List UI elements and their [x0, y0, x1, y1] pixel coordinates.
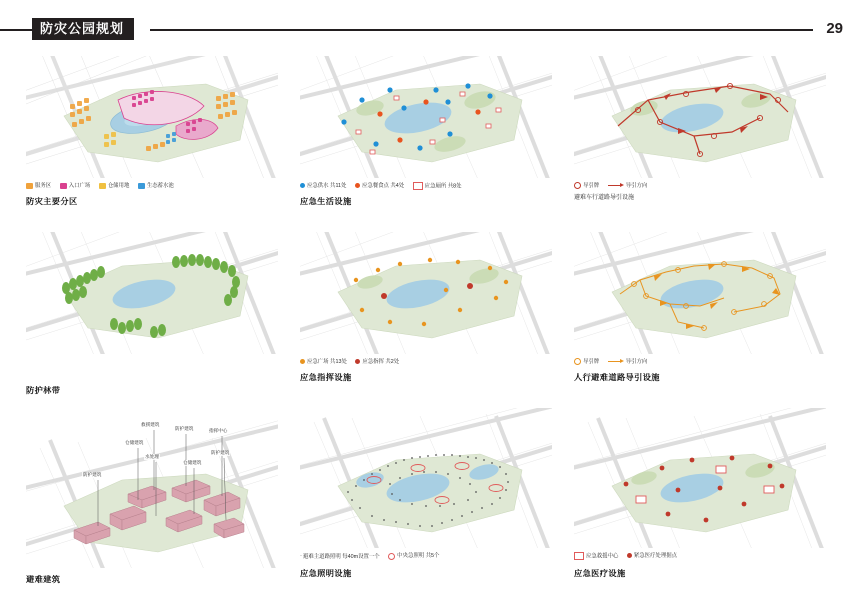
panel-vehicle-guidance [574, 56, 826, 218]
panel-grid [26, 56, 826, 584]
legend-item [574, 182, 599, 191]
ring-icon [574, 358, 581, 365]
panel-pedestrian-guidance [574, 232, 826, 383]
arrow-icon [608, 359, 624, 364]
map-vehicle-guidance [574, 56, 826, 178]
callout-label: 防护建筑 [175, 426, 194, 431]
legend-item [300, 182, 346, 191]
map-medical-facilities [574, 408, 826, 548]
medical-facilities-map-graphic [574, 408, 826, 548]
page-title: 防灾公园规划 [32, 18, 134, 40]
map-shelter-forest [26, 232, 278, 354]
panel-caption: 应急生活设施 [300, 197, 352, 207]
header-rule-right [150, 29, 813, 31]
legend-label: 导引方向 [625, 359, 648, 365]
callout-label: 仓储建筑 [125, 440, 144, 445]
life-facilities-map-graphic [300, 56, 552, 178]
legend-item [300, 552, 380, 562]
legend-item [413, 182, 462, 191]
ring-icon [388, 553, 395, 560]
legend-label: 避难主道路照明 每40m设置一个 [303, 553, 380, 560]
panel-medical-facilities [574, 408, 826, 579]
dot-icon [627, 553, 632, 558]
panel-shelter-buildings [26, 408, 278, 585]
legend-item [608, 358, 648, 367]
plus-icon: · [300, 553, 302, 559]
panel-caption: 应急医疗设施 [574, 569, 626, 579]
rect-icon [413, 182, 423, 190]
ring-icon [574, 182, 581, 189]
swatch-icon [60, 183, 67, 189]
dot-icon [300, 183, 305, 188]
zoning-map-graphic [26, 56, 278, 178]
legend-zoning [26, 182, 278, 192]
legend-medical-facilities [574, 552, 826, 562]
callout-label: 救援建筑 [141, 422, 160, 427]
panel-caption: 防护林带 [26, 386, 61, 395]
legend-item [138, 182, 174, 191]
legend-command-facilities [300, 358, 552, 368]
page-header [0, 18, 849, 40]
legend-life-facilities [300, 182, 552, 192]
map-zoning [26, 56, 278, 178]
legend-pedestrian-guidance [574, 358, 826, 368]
legend-vehicle-guidance [574, 182, 826, 192]
shelter-forest-map-graphic [26, 232, 278, 354]
legend-item [574, 552, 618, 561]
legend-label: 导引方向 [625, 183, 648, 189]
legend-label: 服务区 [35, 183, 52, 189]
dot-icon [355, 183, 360, 188]
command-facilities-map-graphic [300, 232, 552, 354]
legend-label: 紧急医疗处理据点 [633, 553, 677, 560]
legend-shelter-forest [26, 358, 278, 367]
dot-icon [300, 359, 305, 364]
swatch-icon [26, 183, 33, 189]
panel-caption: 应急照明设施 [300, 569, 352, 579]
map-shelter-buildings [26, 408, 278, 568]
panel-zoning [26, 56, 278, 207]
swatch-icon [99, 183, 106, 189]
legend-item [388, 552, 439, 561]
legend-item [355, 182, 404, 191]
panel-life-facilities [300, 56, 552, 207]
lighting-facilities-map-graphic [300, 408, 552, 548]
legend-label: 仓储用地 [107, 183, 130, 189]
legend-label: 中央急照明 共5个 [397, 553, 440, 560]
panel-caption: 防灾主要分区 [26, 196, 78, 206]
panel-sublabel: 避难车行道路导引设施 [574, 194, 635, 201]
legend-label: 应急供水 共11处 [307, 183, 347, 190]
shelter-buildings-map-graphic [26, 408, 278, 568]
legend-label: 应急广场 共13处 [307, 359, 347, 365]
pedestrian-guidance-map-graphic [574, 232, 826, 354]
panel-shelter-forest [26, 232, 278, 396]
panel-caption: 避难建筑 [26, 575, 61, 584]
panel-caption: 应急指挥设施 [300, 372, 352, 382]
legend-label: 应急餐食点 共4处 [361, 183, 405, 190]
legend-item [608, 182, 648, 191]
legend-item [300, 358, 347, 367]
callout-label: 水处理 [145, 454, 159, 459]
legend-label: 应急救援中心 [586, 553, 619, 560]
arrow-icon [608, 183, 624, 188]
map-pedestrian-guidance [574, 232, 826, 354]
legend-item [574, 358, 599, 367]
legend-item [355, 358, 399, 367]
panel-lighting-facilities [300, 408, 552, 579]
legend-item [99, 182, 130, 191]
vehicle-guidance-map-graphic [574, 56, 826, 178]
legend-label: 应急指挥 共2处 [362, 359, 400, 365]
map-lighting-facilities [300, 408, 552, 548]
swatch-icon [138, 183, 145, 189]
callout-label: 防护建筑 [83, 472, 102, 477]
legend-item [26, 182, 51, 191]
legend-item [627, 552, 677, 561]
header-rule-left [0, 29, 32, 31]
panel-caption: 人行避难道路导引设施 [574, 372, 660, 382]
callout-label: 防护建筑 [211, 450, 230, 455]
panel-command-facilities [300, 232, 552, 383]
legend-label: 入口广场 [68, 183, 91, 189]
legend-label: 导引牌 [583, 183, 600, 189]
dot-icon [355, 359, 360, 364]
page-number: 29 [826, 20, 843, 37]
rect-icon [574, 552, 584, 560]
map-life-facilities [300, 56, 552, 178]
map-command-facilities [300, 232, 552, 354]
callout-label: 仓储建筑 [183, 460, 202, 465]
legend-label: 应急厕所 共8处 [424, 183, 462, 190]
callout-label: 指挥中心 [209, 428, 228, 433]
legend-item [60, 182, 91, 191]
legend-label: 导引牌 [583, 359, 600, 365]
legend-lighting-facilities [300, 552, 552, 562]
legend-label: 生态蓄水池 [146, 183, 174, 189]
